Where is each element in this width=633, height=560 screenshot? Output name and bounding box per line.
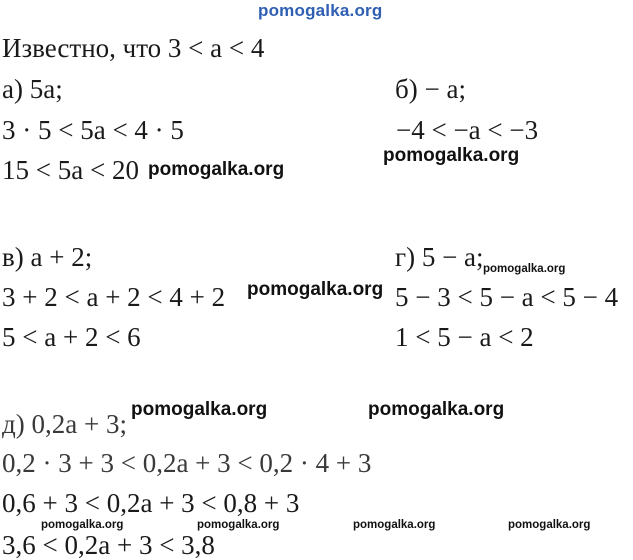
watermark: pomogalka.org bbox=[483, 263, 566, 275]
watermark: pomogalka.org bbox=[383, 145, 520, 166]
watermark: pomogalka.org bbox=[197, 519, 280, 531]
part-g-step1: 5 − 3 < 5 − a < 5 − 4 bbox=[395, 282, 619, 312]
part-b-header: б) − a; bbox=[395, 74, 466, 104]
part-b-step1: −4 < −a < −3 bbox=[396, 115, 539, 145]
watermark: pomogalka.org bbox=[353, 519, 436, 531]
watermark: pomogalka.org bbox=[247, 279, 384, 300]
watermark: pomogalka.org bbox=[41, 519, 124, 531]
part-g-step2: 1 < 5 − a < 2 bbox=[395, 322, 534, 352]
watermark-top: pomogalka.org bbox=[258, 1, 383, 20]
part-d-step1: 0,2 · 3 + 3 < 0,2a + 3 < 0,2 · 4 + 3 bbox=[2, 448, 372, 478]
part-v-step1: 3 + 2 < a + 2 < 4 + 2 bbox=[2, 282, 226, 312]
intro-line bbox=[2, 33, 264, 63]
part-a-step2: 15 < 5a < 20 bbox=[2, 155, 139, 185]
part-g-header: г) 5 − a; bbox=[395, 242, 484, 272]
part-d-step2: 0,6 + 3 < 0,2a + 3 < 0,8 + 3 bbox=[2, 488, 300, 518]
part-d-step3: 3,6 < 0,2a + 3 < 3,8 bbox=[2, 530, 215, 560]
part-a-step1: 3 · 5 < 5a < 4 · 5 bbox=[2, 115, 184, 145]
watermark: pomogalka.org bbox=[148, 159, 285, 180]
intro-prefix: Известно, что bbox=[2, 33, 168, 63]
intro-expression: 3 < a < 4 bbox=[167, 33, 265, 63]
part-d-header: д) 0,2a + 3; bbox=[2, 409, 127, 439]
watermark: pomogalka.org bbox=[368, 399, 505, 420]
watermark: pomogalka.org bbox=[508, 519, 591, 531]
part-v-step2: 5 < a + 2 < 6 bbox=[2, 322, 141, 352]
part-v-header: в) a + 2; bbox=[2, 242, 93, 272]
part-a-header: а) 5a; bbox=[2, 74, 63, 104]
watermark: pomogalka.org bbox=[131, 399, 268, 420]
